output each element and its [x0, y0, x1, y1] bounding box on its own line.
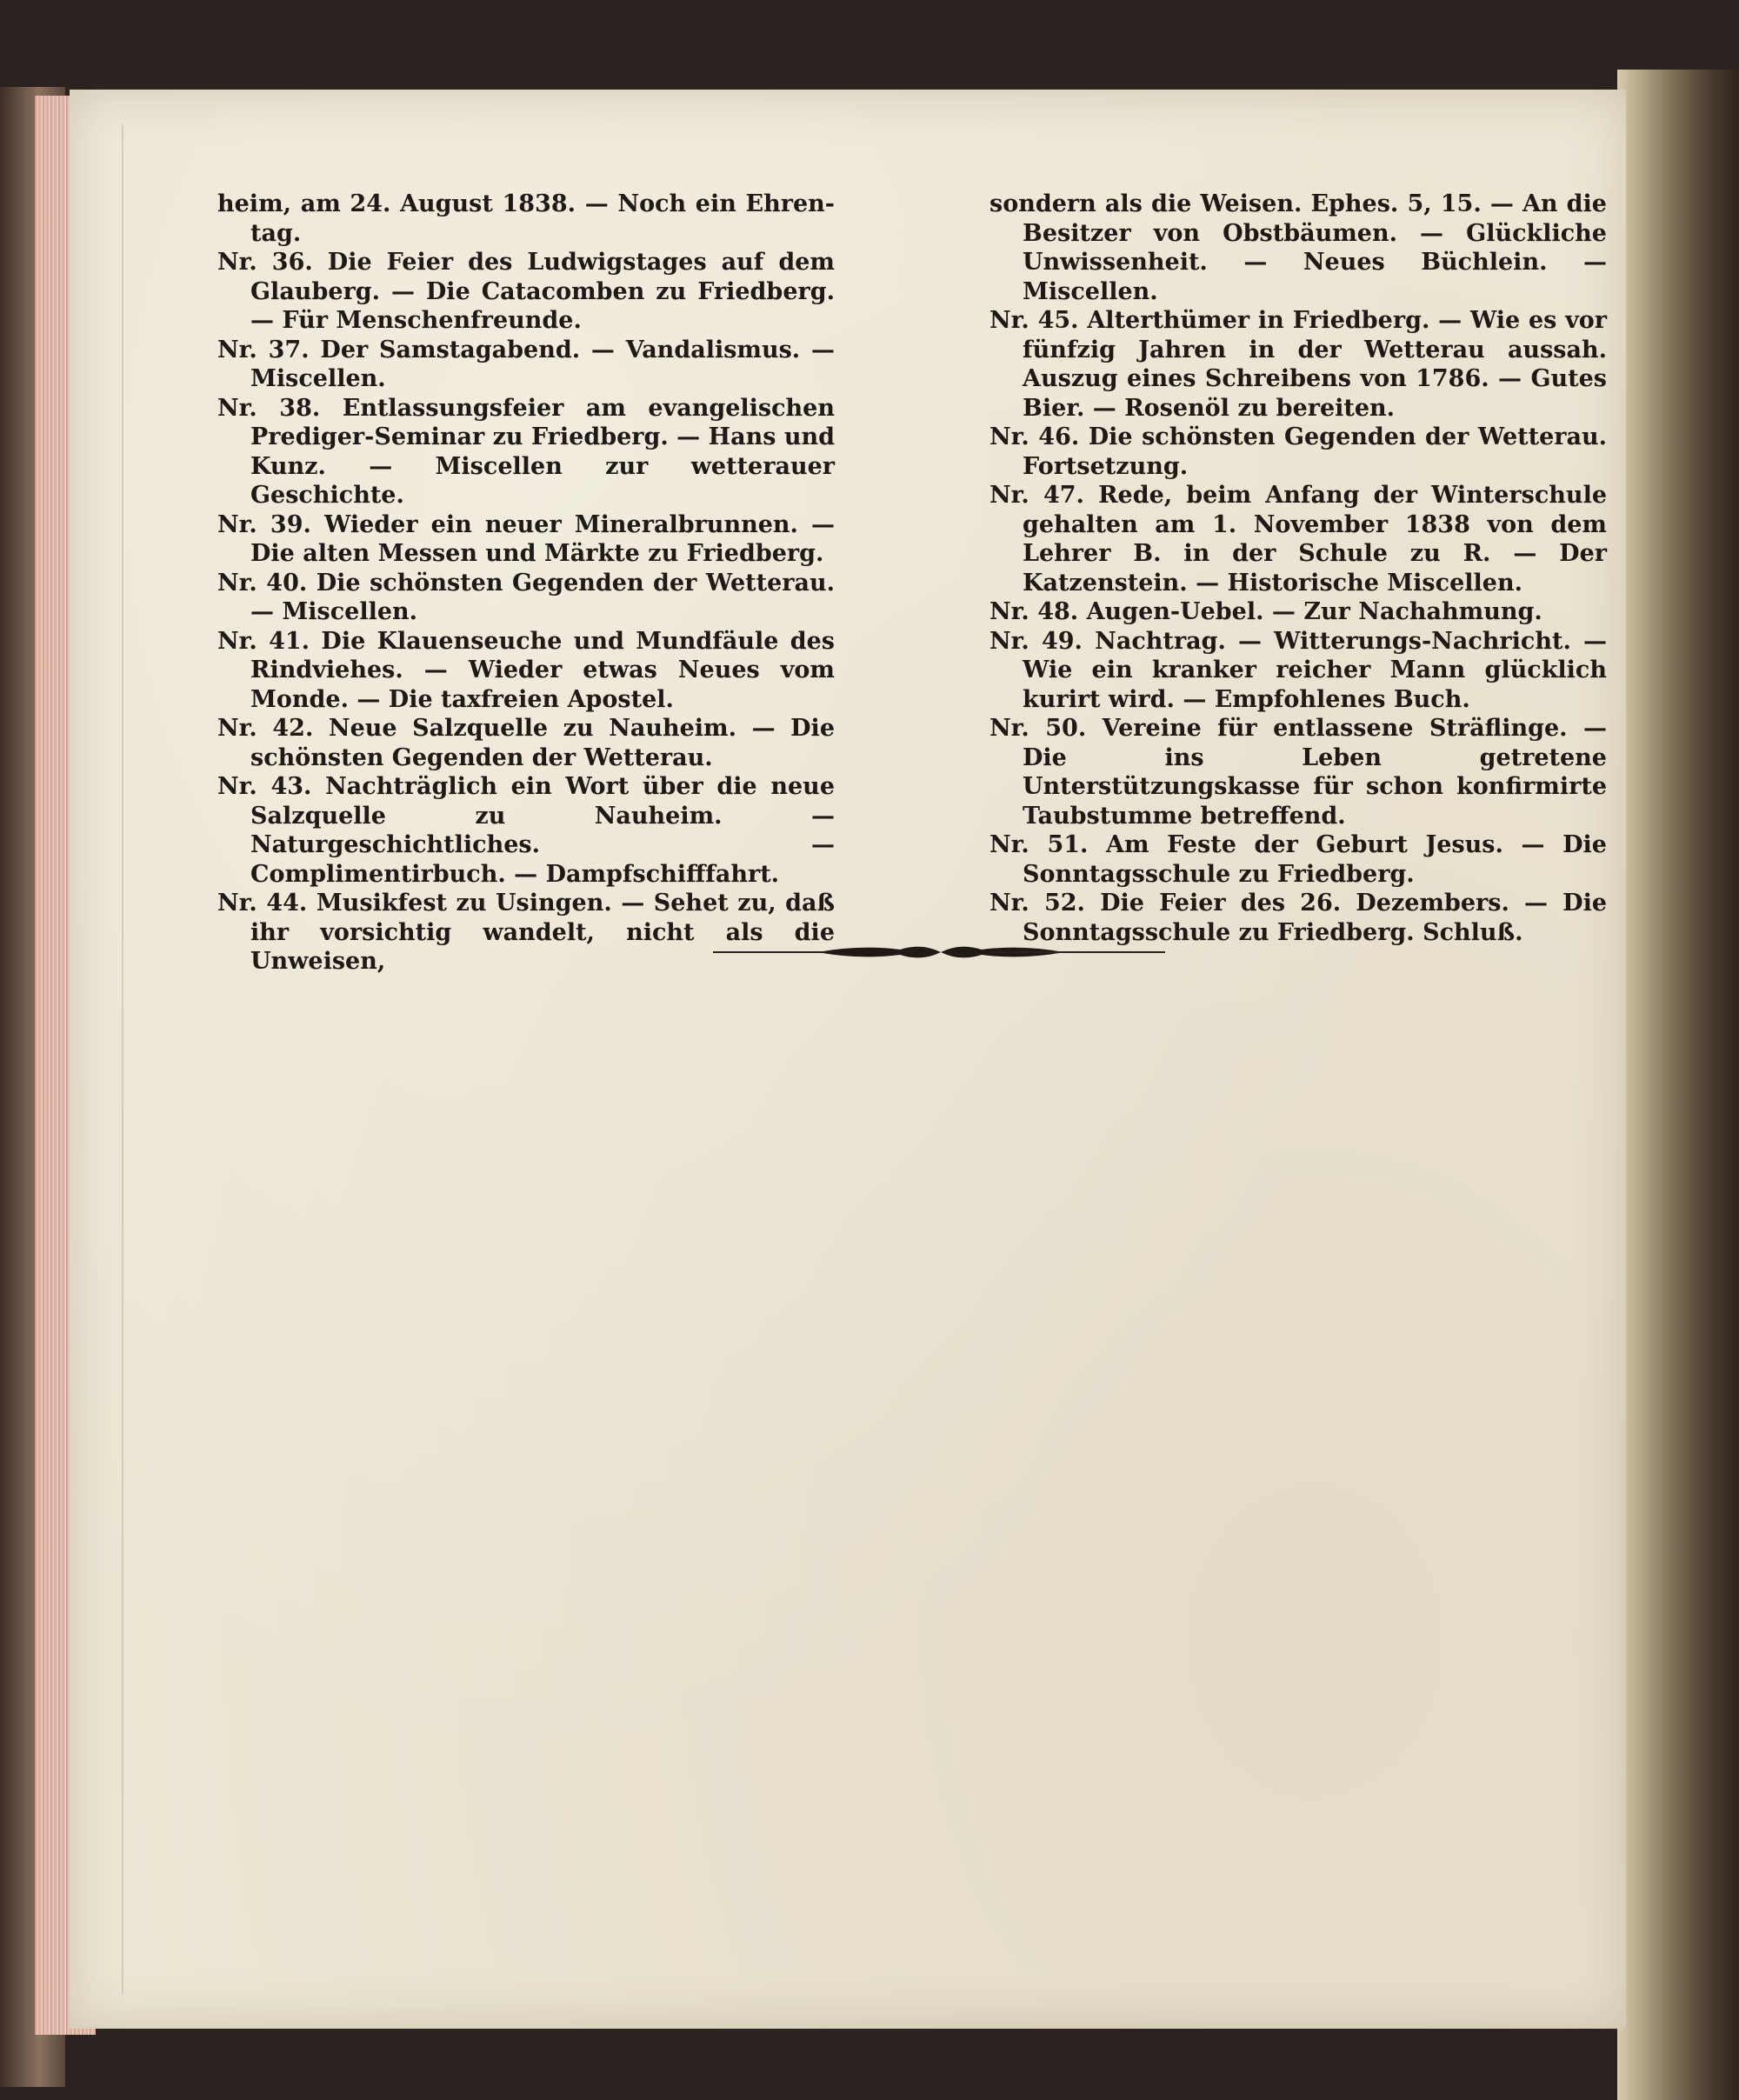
- toc-entry: Nr. 37. Der Samstagabend. — Vandalismus. — Miscellen.: [217, 336, 836, 392]
- ornament-divider: [713, 939, 1165, 965]
- right-column: [989, 190, 1607, 947]
- book-binding-right: [1617, 70, 1739, 2100]
- toc-entry: Nr. 40. Die schönsten Gegenden der Wetterau. — Miscellen.: [217, 569, 835, 625]
- table-of-contents: [217, 190, 1608, 975]
- toc-entry: Nr. 48. Augen-Uebel. — Zur Nachahmung.: [989, 598, 1542, 625]
- toc-entry: Nr. 52. Die Feier des 26. Dezembers. — Die Sonntagsschule zu Friedberg. Schluß.: [989, 890, 1607, 946]
- toc-entry: heim, am 24. August 1838. — Noch ein Ehren-tag.: [217, 190, 835, 247]
- toc-entry: Nr. 47. Rede, beim Anfang der Winterschule gehalten am 1. November 1838 von dem Lehrer B. in der Schule zu R. — Der Katzenstein. — Historische Miscellen.: [989, 482, 1607, 597]
- toc-entry: Nr. 42. Neue Salzquelle zu Nauheim. — Die schönsten Gegenden der Wetterau.: [217, 715, 835, 771]
- toc-entry: Nr. 49. Nachtrag. — Witterungs-Nachricht. — Wie ein kranker reicher Mann glücklich kurirt wird. — Empfohlenes Buch.: [989, 627, 1607, 713]
- toc-entry: Nr. 43. Nachträglich ein Wort über die neue Salzquelle zu Nauheim. — Naturgeschichtliches. — Complimentirbuch. — Dampfschifffahrt.: [217, 773, 835, 888]
- left-column: [217, 190, 835, 977]
- toc-entry: Nr. 41. Die Klauenseuche und Mundfäule des Rindviehes. — Wieder etwas Neues vom Monde. — Die taxfreien Apostel.: [217, 627, 835, 713]
- toc-entry: Nr. 38. Entlassungsfeier am evangelischen Prediger-Seminar zu Friedberg. — Hans und Kunz. — Miscellen zur wetterauer Geschichte.: [217, 394, 835, 509]
- toc-entry: Nr. 39. Wieder ein neuer Mineralbrunnen. — Die alten Messen und Märkte zu Friedberg.: [217, 510, 836, 567]
- toc-entry: Nr. 50. Vereine für entlassene Sträflinge. — Die ins Leben getretene Unterstützungskasse für schon konfirmirte Taubstumme betreffend.: [989, 715, 1607, 830]
- toc-entry: Nr. 44. Musikfest zu Usingen. — Sehet zu, daß ihr vorsichtig wandelt, nicht als die Unweisen,: [217, 890, 836, 975]
- toc-entry: Nr. 36. Die Feier des Ludwigstages auf dem Glauberg. — Die Catacomben zu Friedberg. — Für Menschenfreunde.: [217, 249, 835, 334]
- toc-entry: Nr. 46. Die schönsten Gegenden der Wetterau. Fortsetzung.: [989, 423, 1607, 480]
- toc-entry: sondern als die Weisen. Ephes. 5, 15. — An die Besitzer von Obstbäumen. — Glückliche Unwissenheit. — Neues Büchlein. — Miscellen.: [989, 190, 1607, 305]
- toc-entry: Nr. 51. Am Feste der Geburt Jesus. — Die Sonntagsschule zu Friedberg.: [989, 831, 1607, 888]
- toc-entry: Nr. 45. Alterthümer in Friedberg. — Wie es vor fünfzig Jahren in der Wetterau aussah. Auszug eines Schreibens von 1786. — Gutes Bier. — Rosenöl zu bereiten.: [989, 307, 1608, 422]
